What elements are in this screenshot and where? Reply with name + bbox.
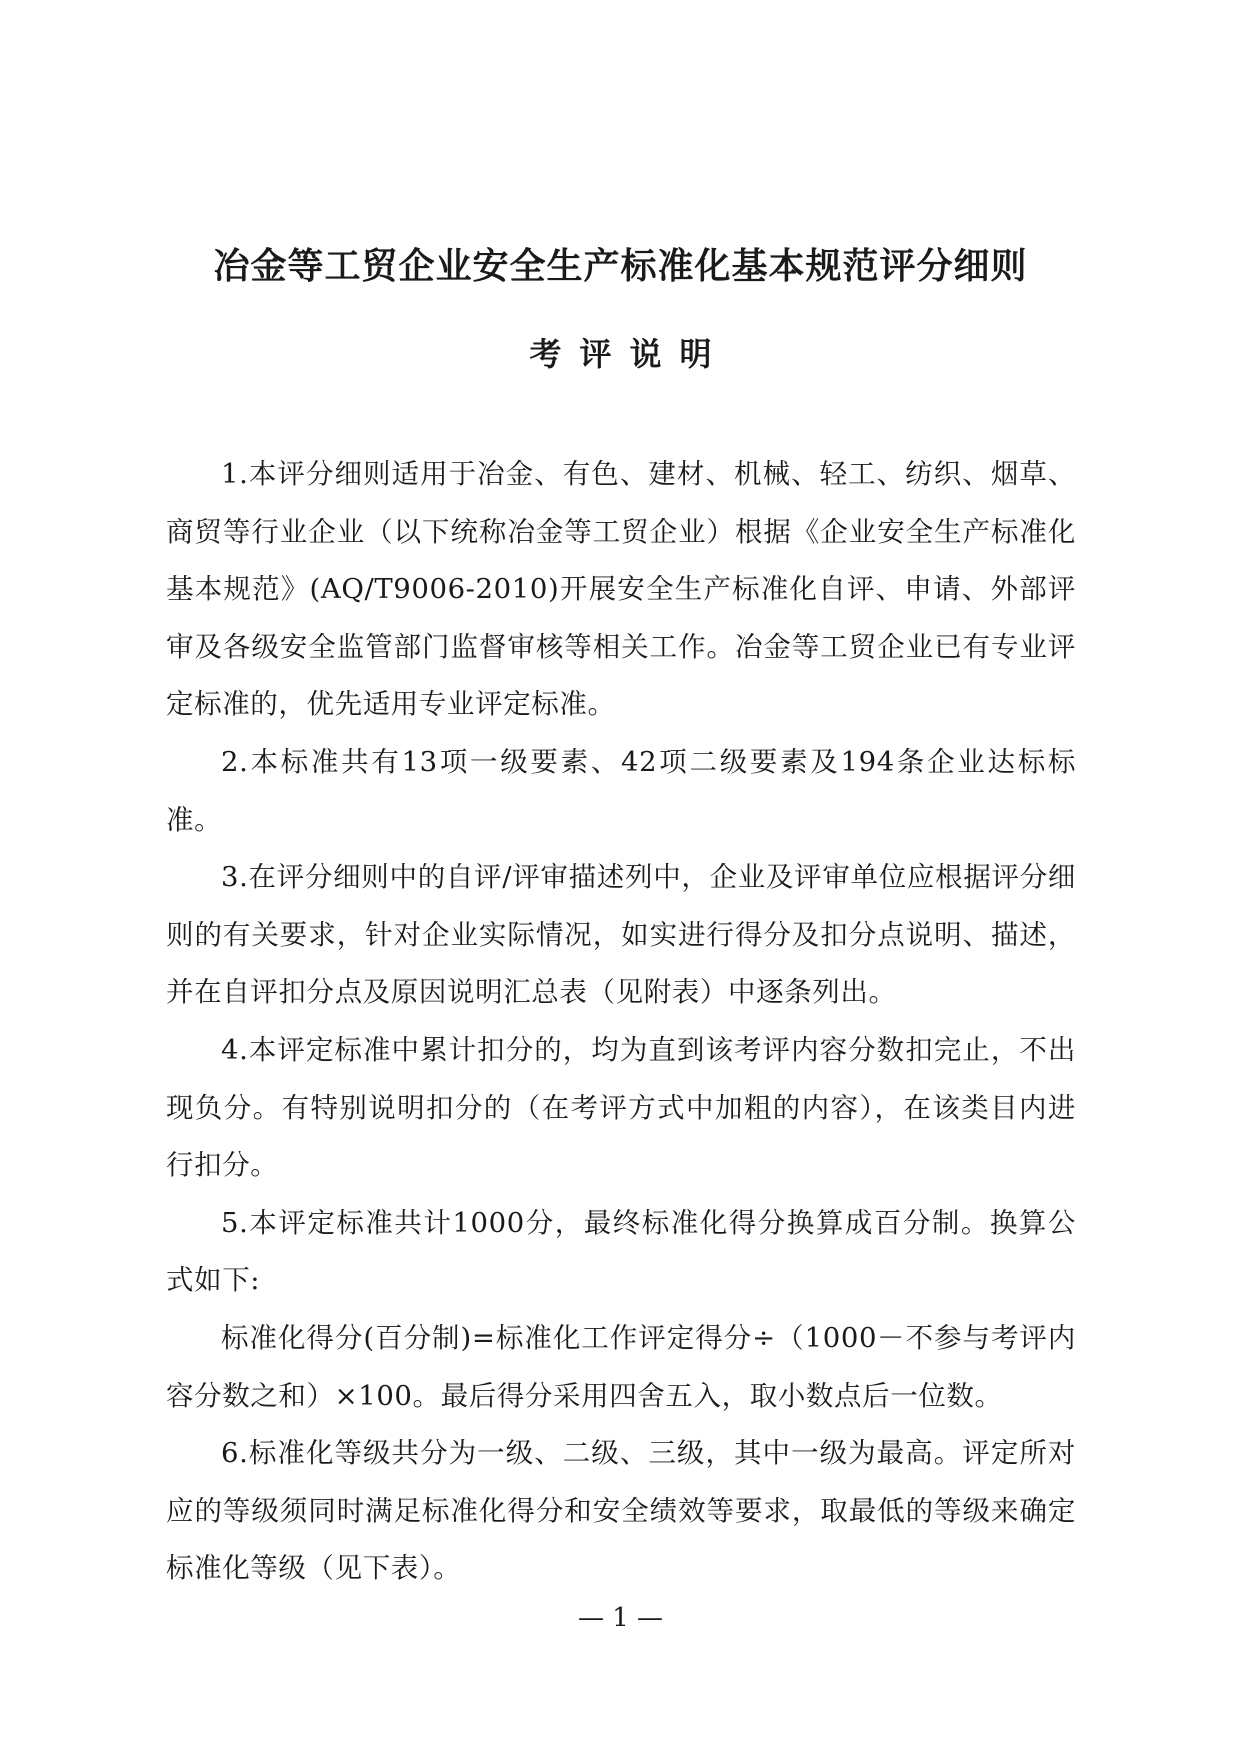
paragraph-1: 1.本评分细则适用于冶金、有色、建材、机械、轻工、纺织、烟草、商贸等行业企业（以下统称冶金等工贸企业）根据《企业安全生产标准化基本规范》(AQ/T9006-2010)开展安全生产标准化自评、申请、外部评审及各级安全监管部门监督审核等相关工作。冶金等工贸企业已有专业评定标准的，优先适用专业评定标准。 — [166, 458, 1076, 721]
formula-paragraph: 标准化得分(百分制)=标准化工作评定得分÷（1000－不参与考评内容分数之和）×100。最后得分采用四舍五入，取小数点后一位数。 — [166, 1321, 1076, 1412]
paragraph-6: 6.标准化等级共分为一级、二级、三级，其中一级为最高。评定所对应的等级须同时满足标准化得分和安全绩效等要求，取最低的等级来确定标准化等级（见下表）。 — [166, 1437, 1076, 1585]
paragraph-5: 5.本评定标准共计1000分，最终标准化得分换算成百分制。换算公式如下: — [166, 1206, 1076, 1297]
body-text — [166, 446, 1076, 1598]
page-number: — 1 — — [577, 1603, 664, 1633]
document-title: 冶金等工贸企业安全生产标准化基本规范评分细则 — [213, 246, 1028, 287]
paragraph-3: 3.在评分细则中的自评/评审描述列中，企业及评审单位应根据评分细则的有关要求，针对企业实际情况，如实进行得分及扣分点说明、描述，并在自评扣分点及原因说明汇总表（见附表）中逐条列出。 — [166, 861, 1076, 1009]
paragraph-4: 4.本评定标准中累计扣分的，均为直到该考评内容分数扣完止，不出现负分。有特别说明扣分的（在考评方式中加粗的内容），在该类目内进行扣分。 — [166, 1033, 1076, 1182]
section-heading: 考评说明 — [529, 335, 730, 373]
paragraph-2: 2.本标准共有13项一级要素、42项二级要素及194条企业达标标准。 — [166, 745, 1076, 836]
